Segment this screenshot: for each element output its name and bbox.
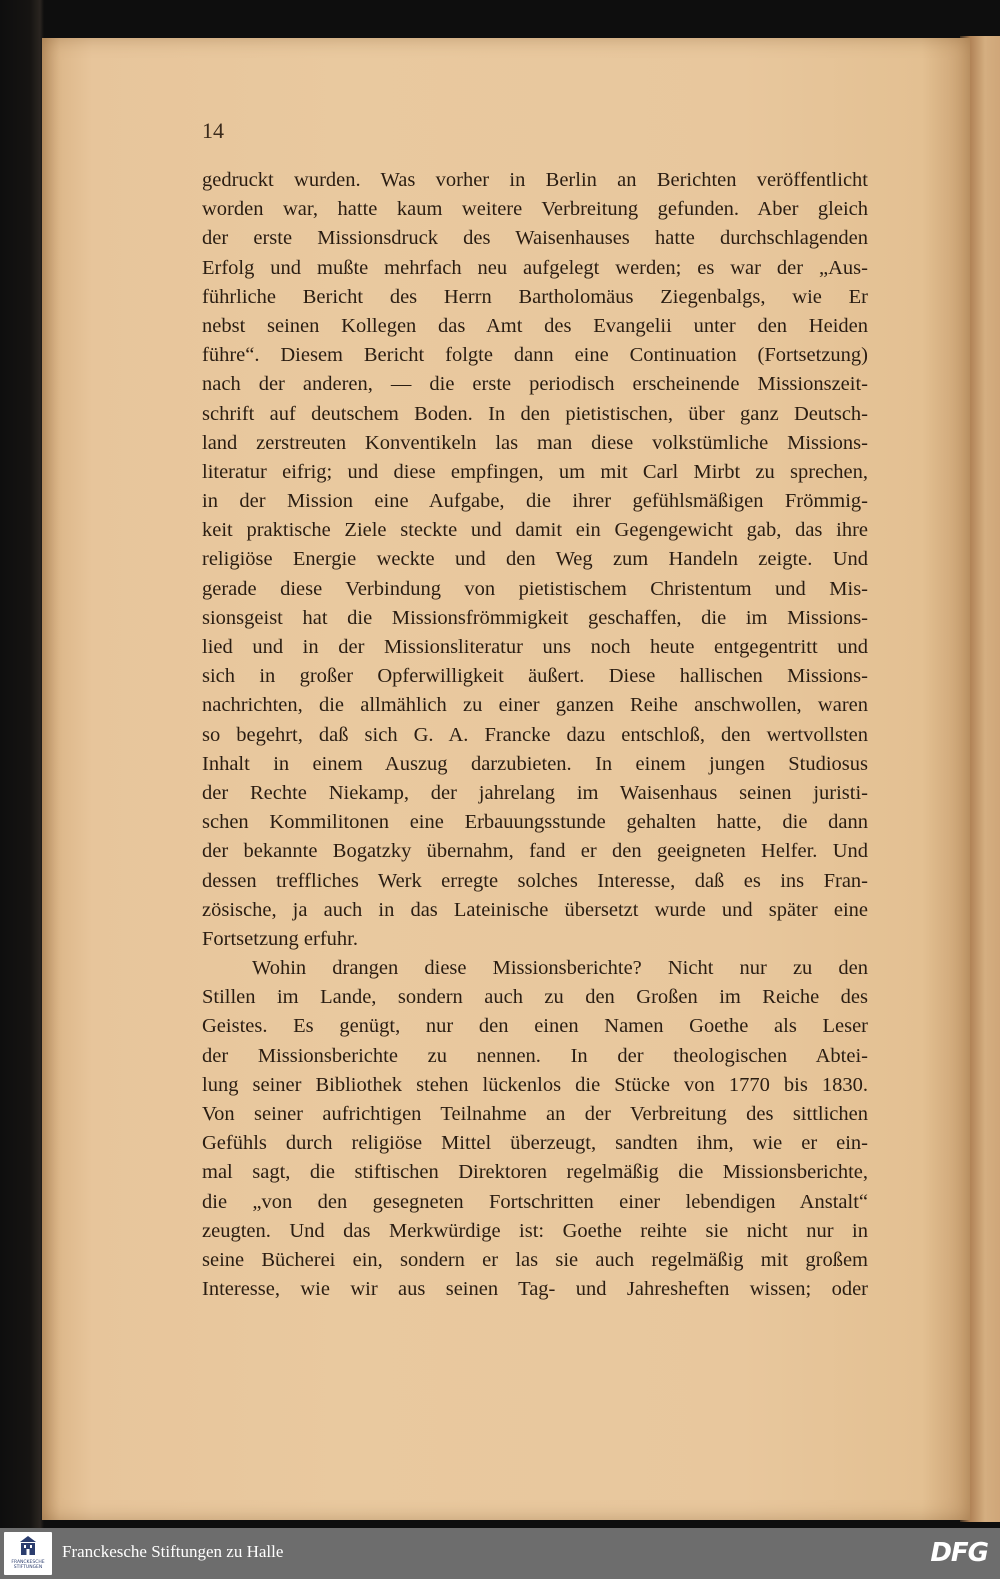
text-line: Erfolg und mußte mehrfach neu aufgelegt werden; es war der „Aus- — [202, 256, 868, 279]
logo-caption: FRANCKESCHE STIFTUNGEN — [11, 1560, 45, 1570]
text-line: gerade diese Verbindung von pietistischem Christentum und Mis- — [202, 577, 868, 600]
page-number: 14 — [202, 118, 224, 143]
text-line: nebst seinen Kollegen das Amt des Evangelii unter den Heiden — [202, 314, 868, 337]
dfg-logo[interactable]: DFG — [930, 1538, 988, 1568]
text-line: sich in großer Opferwilligkeit äußert. Diese hallischen Missions- — [202, 665, 868, 688]
text-line: gedruckt wurden. Was vorher in Berlin an Berichten veröffentlicht — [202, 169, 868, 191]
text-line: Von seiner aufrichtigen Teilnahme an der Verbreitung des sittlichen — [202, 1103, 868, 1125]
text-line: seine Bücherei ein, sondern er las sie auch regelmäßig mit großem — [202, 1248, 868, 1271]
text-line: schen Kommilitonen eine Erbauungsstunde gehalten hatte, die dann — [202, 811, 868, 834]
franckesche-logo[interactable] — [4, 1532, 52, 1575]
text-line: der erste Missionsdruck des Waisenhauses hatte durchschlagenden — [202, 227, 868, 250]
text-line: der Rechte Niekamp, der jahrelang im Waisenhaus seinen juristi- — [202, 781, 868, 804]
text-line: Fortsetzung erfuhr. — [202, 927, 358, 950]
text-line: der bekannte Bogatzky übernahm, fand er den geeigneten Helfer. Und — [202, 840, 868, 863]
text-line: Gefühls durch religiöse Mittel überzeugt, sandten ihm, wie er ein- — [202, 1132, 868, 1155]
text-line: in der Mission eine Aufgabe, die ihrer gefühlsmäßigen Frömmig- — [202, 490, 868, 513]
text-line: keit praktische Ziele steckte und damit ein Gegengewicht gab, das ihre — [202, 519, 868, 542]
text-line: Interesse, wie wir aus seinen Tag- und Jahresheften wissen; oder — [202, 1278, 868, 1301]
text-line: mal sagt, die stiftischen Direktoren regelmäßig die Missionsberichte, — [202, 1161, 868, 1184]
text-line: lung seiner Bibliothek stehen lückenlos die Stücke von 1770 bis 1830. — [202, 1073, 868, 1096]
text-line: führe“. Diesem Bericht folgte dann eine Continuation (Fortsetzung) — [202, 344, 868, 367]
text-line: so begehrt, daß sich G. A. Francke dazu entschloß, den wertvollsten — [202, 723, 868, 746]
text-line: dessen treffliches Werk erregte solches Interesse, daß es ins Fran- — [202, 869, 868, 892]
footer-bar — [0, 1528, 1000, 1579]
institution-name[interactable]: Franckesche Stiftungen zu Halle — [62, 1542, 284, 1561]
text-line: Inhalt in einem Auszug darzubieten. In einem jungen Studiosus — [202, 752, 868, 775]
text-line: nachrichten, die allmählich zu einer ganzen Reihe anschwollen, waren — [202, 694, 868, 717]
text-line: Wohin drangen diese Missionsberichte? Nicht nur zu den — [252, 957, 868, 980]
text-line: zeugten. Und das Merkwürdige ist: Goethe reihte sie nicht nur in — [202, 1219, 868, 1242]
text-line: der Missionsberichte zu nennen. In der theologischen Abtei- — [202, 1044, 868, 1067]
text-line: lied und in der Missionsliteratur uns noch heute entgegentritt und — [202, 636, 868, 658]
text-line: Geistes. Es genügt, nur den einen Namen Goethe als Leser — [202, 1015, 868, 1038]
text-line: sionsgeist hat die Missionsfrömmigkeit geschaffen, die im Missions- — [202, 606, 868, 629]
building-icon — [18, 1535, 38, 1559]
text-line: zösische, ja auch in das Lateinische übersetzt wurde und später eine — [202, 898, 868, 921]
body-text — [202, 166, 868, 1304]
text-line: literatur eifrig; und diese empfingen, um mit Carl Mirbt zu sprechen, — [202, 460, 868, 483]
text-line: nach der anderen, — die erste periodisch erscheinende Missionszeit- — [202, 373, 868, 396]
text-line: land zerstreuten Konventikeln las man diese volkstümliche Missions- — [202, 431, 868, 454]
text-line: schrift auf deutschem Boden. In den pietistischen, über ganz Deutsch- — [202, 402, 868, 425]
text-line: führliche Bericht des Herrn Bartholomäus Ziegenbalgs, wie Er — [202, 285, 868, 308]
text-line: religiöse Energie weckte und den Weg zum Handeln zeigte. Und — [202, 548, 868, 571]
text-line: die „von den gesegneten Fortschritten einer lebendigen Anstalt“ — [202, 1190, 868, 1213]
text-line: worden war, hatte kaum weitere Verbreitung gefunden. Aber gleich — [202, 198, 868, 221]
text-line: Stillen im Lande, sondern auch zu den Großen im Reiche des — [202, 986, 868, 1009]
